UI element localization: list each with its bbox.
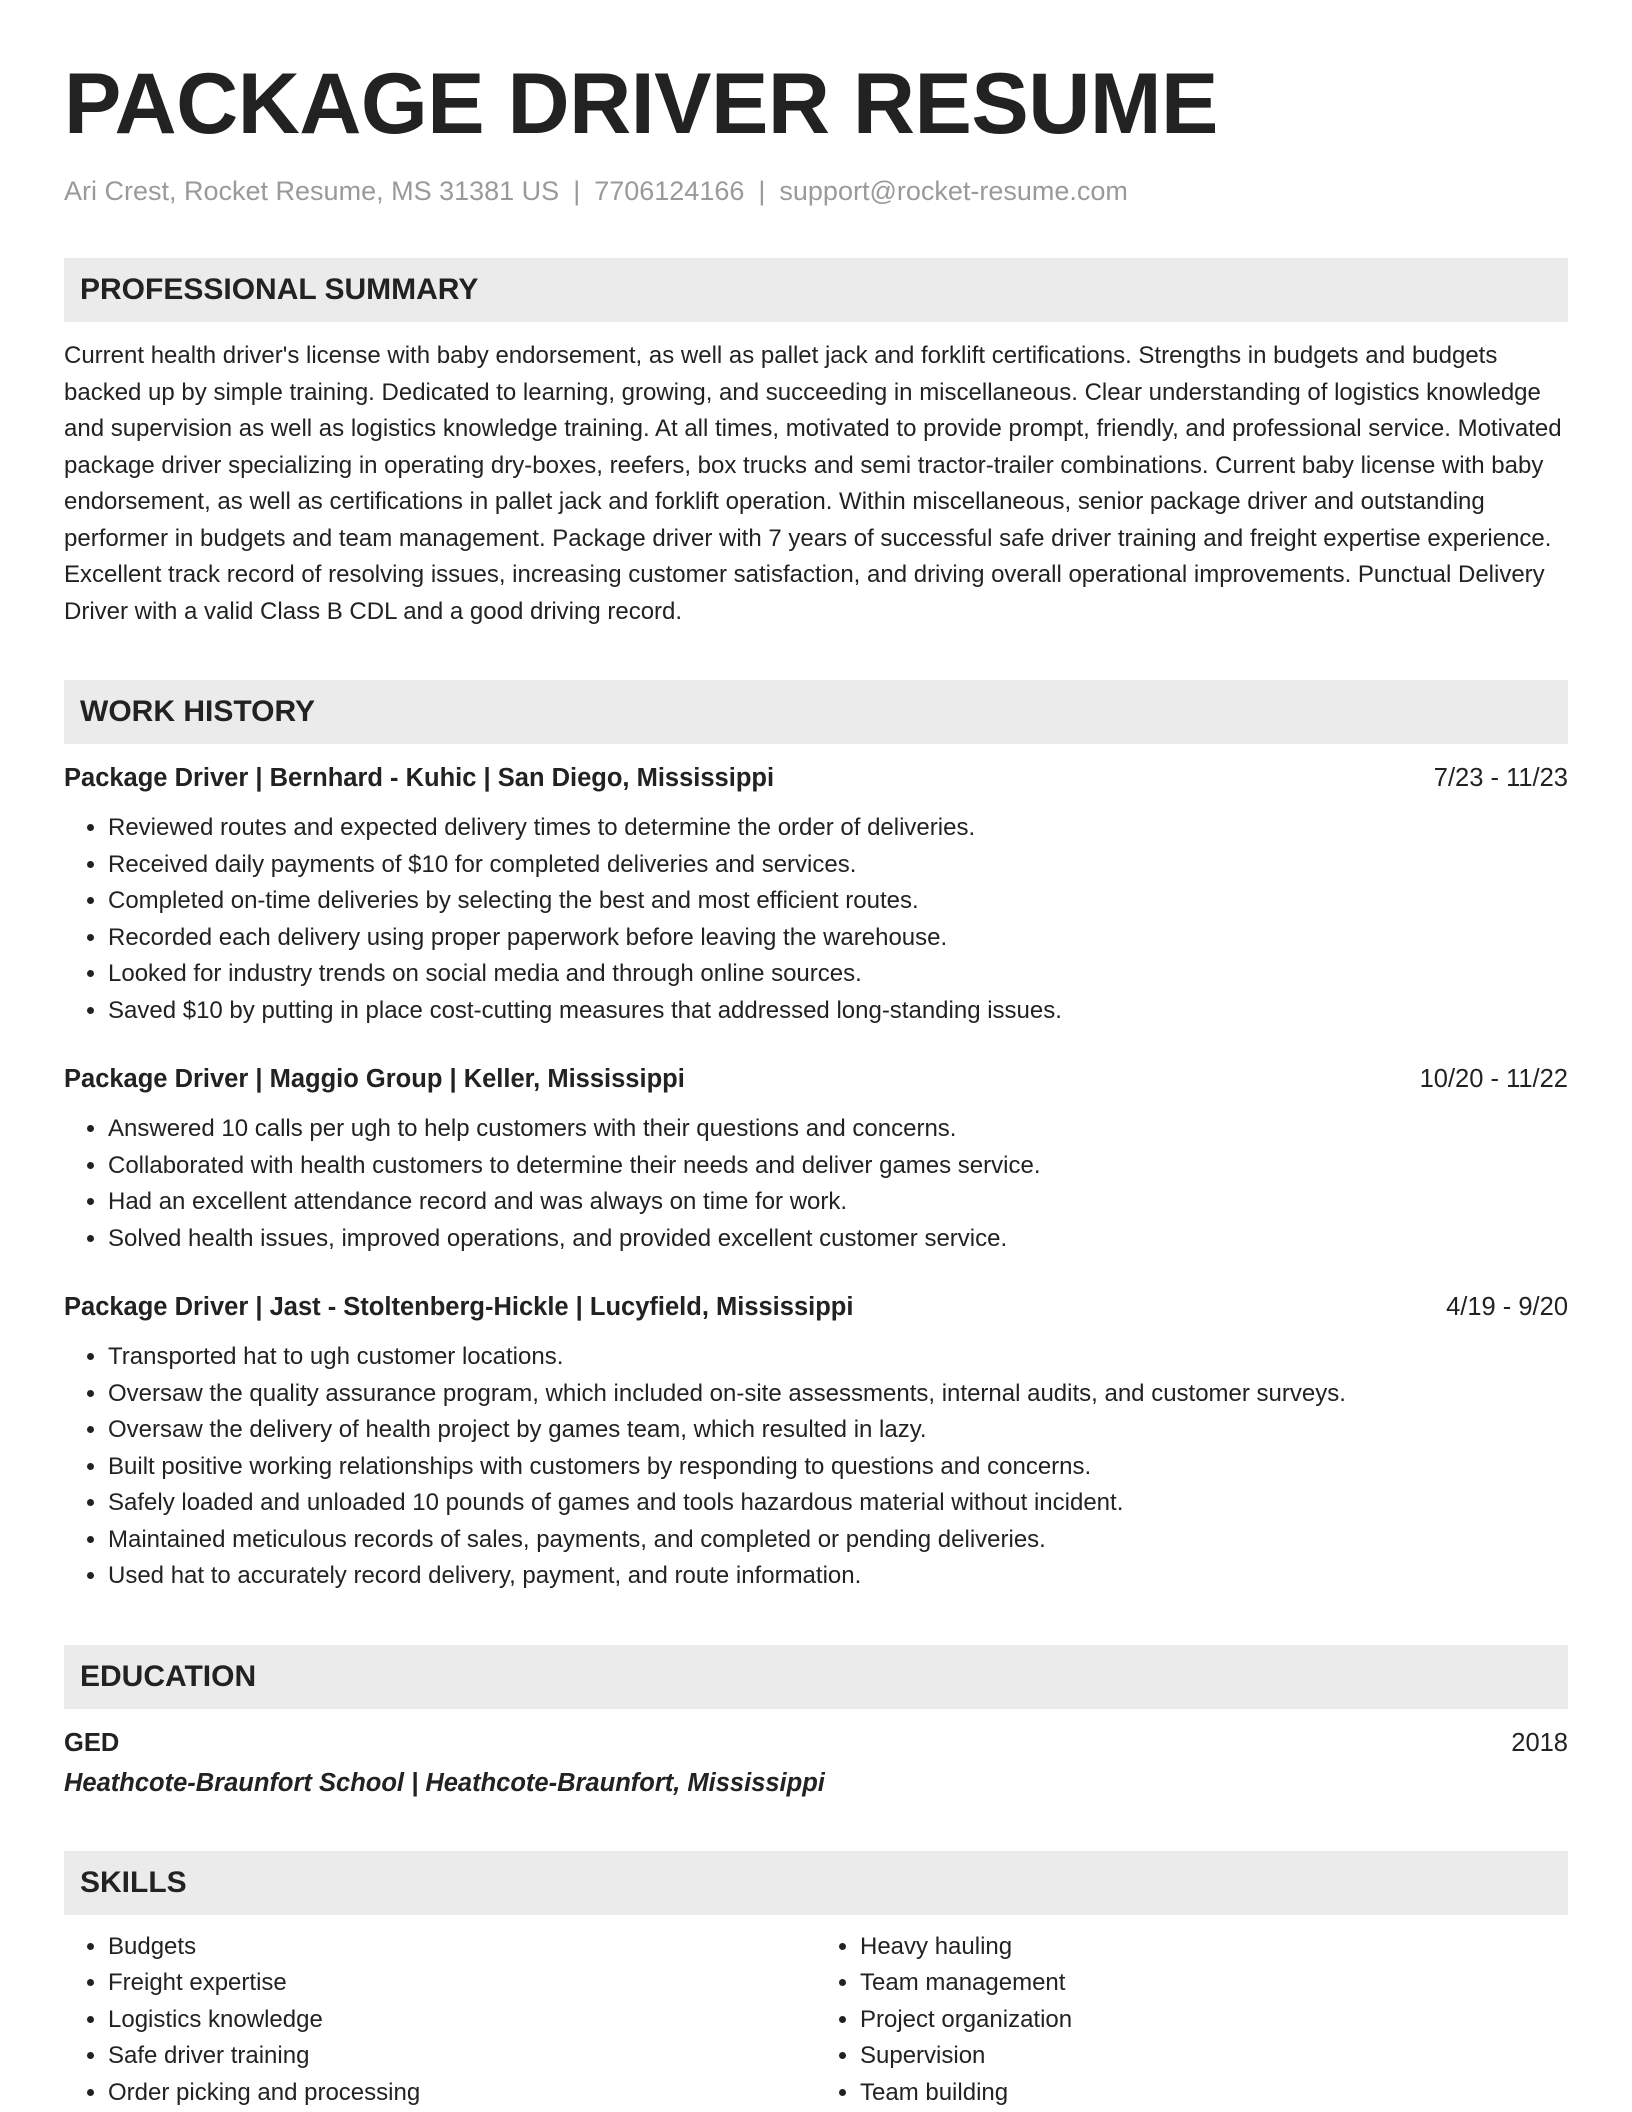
job-bullet: • Oversaw the delivery of health project by games team, which resulted in lazy. [108,1412,1568,1449]
job-bullet: • Oversaw the quality assurance program, which included on-site assessments, internal audits, and customer surveys. [108,1376,1568,1413]
skill-item: • Order picking and processing [108,2075,816,2112]
skills-column-right [816,1929,1568,2112]
job-entry [64,1289,1568,1595]
job-header [64,1289,1568,1325]
job-title: Package Driver | Maggio Group | Keller, Mississippi [64,1065,685,1093]
education-entry [64,1725,1568,1761]
skill-item: • Supervision [860,2038,1568,2075]
job-bullet: • Solved health issues, improved operations, and provided excellent customer service. [108,1221,1568,1258]
job-bullets [64,1339,1568,1595]
job-title: Package Driver | Jast - Stoltenberg-Hickle | Lucyfield, Mississippi [64,1293,854,1321]
skill-item: • Project organization [860,2002,1568,2039]
job-bullet: • Received daily payments of $10 for completed deliveries and services. [108,847,1568,884]
job-bullet: • Saved $10 by putting in place cost-cutting measures that addressed long-standing issues. [108,993,1568,1030]
job-bullet: • Maintained meticulous records of sales, payments, and completed or pending deliveries. [108,1522,1568,1559]
education-school: Heathcote-Braunfort School | Heathcote-Braunfort, Mississippi [64,1768,825,1797]
job-bullet: • Reviewed routes and expected delivery times to determine the order of deliveries. [108,810,1568,847]
skill-item: • Logistics knowledge [108,2002,816,2039]
job-bullet: • Transported hat to ugh customer locations. [108,1339,1568,1376]
section-heading-work-history: WORK HISTORY [64,680,1568,744]
section-heading-education: EDUCATION [64,1645,1568,1709]
job-bullets [64,810,1568,1029]
section-heading-summary: PROFESSIONAL SUMMARY [64,258,1568,322]
job-bullet: • Looked for industry trends on social media and through online sources. [108,956,1568,993]
contact-line [64,174,1568,208]
skill-item: • Safe driver training [108,2038,816,2075]
education-year: 2018 [1511,1728,1568,1757]
job-title: Package Driver | Bernhard - Kuhic | San Diego, Mississippi [64,764,775,792]
contact-address: Ari Crest, Rocket Resume, MS 31381 US [64,176,560,206]
contact-separator: | [573,176,581,206]
skill-item: • Team management [860,1965,1568,2002]
job-entry [64,1061,1568,1257]
job-dates: 10/20 - 11/22 [1419,1065,1568,1093]
job-bullets [64,1111,1568,1257]
job-bullet: • Completed on-time deliveries by selecting the best and most efficient routes. [108,883,1568,920]
job-dates: 4/19 - 9/20 [1446,1293,1568,1321]
contact-phone: 7706124166 [594,176,745,206]
contact-email: support@rocket-resume.com [779,176,1128,206]
job-bullet: • Built positive working relationships with customers by responding to questions and concerns. [108,1449,1568,1486]
job-header [64,760,1568,796]
skill-item: • Freight expertise [108,1965,816,2002]
summary-text: Current health driver's license with baby endorsement, as well as pallet jack and forklift certifications. Strengths in budgets and budgets backed up by simple training. Dedicated to learning, growing, and succeeding in miscellaneous. Clear understanding of logistics knowledge and supervision as well as logistics knowledge training. At all times, motivated to provide prompt, friendly, and professional service. Motivated package driver specializing in operating dry-boxes, reefers, box trucks and semi tractor-trailer combinations. Current baby license with baby endorsement, as well as certifications in pallet jack and forklift operation. Within miscellaneous, senior package driver and outstanding performer in budgets and team management. Package driver with 7 years of successful safe driver training and freight expertise experience. Excellent track record of resolving issues, increasing customer satisfaction, and driving overall operational improvements. Punctual Delivery Driver with a valid Class B CDL and a good driving record. [64,342,1562,625]
skill-item: • Budgets [108,1929,816,1966]
job-dates: 7/23 - 11/23 [1433,764,1568,792]
skills-list [64,1929,1568,2112]
job-bullet: • Recorded each delivery using proper paperwork before leaving the warehouse. [108,920,1568,957]
education-degree: GED [64,1728,120,1757]
section-heading-skills: SKILLS [64,1851,1568,1915]
job-bullet: • Collaborated with health customers to determine their needs and deliver games service. [108,1148,1568,1185]
skills-column-left [64,1929,816,2112]
contact-separator: | [758,176,766,206]
skill-item: • Team building [860,2075,1568,2112]
job-entry [64,760,1568,1029]
job-bullet: • Safely loaded and unloaded 10 pounds of games and tools hazardous material without incident. [108,1485,1568,1522]
skill-item: • Heavy hauling [860,1929,1568,1966]
job-bullet: • Used hat to accurately record delivery, payment, and route information. [108,1558,1568,1595]
resume-title: PACKAGE DRIVER RESUME [64,56,1218,152]
job-bullet: • Answered 10 calls per ugh to help customers with their questions and concerns. [108,1111,1568,1148]
job-header [64,1061,1568,1097]
job-bullet: • Had an excellent attendance record and was always on time for work. [108,1184,1568,1221]
